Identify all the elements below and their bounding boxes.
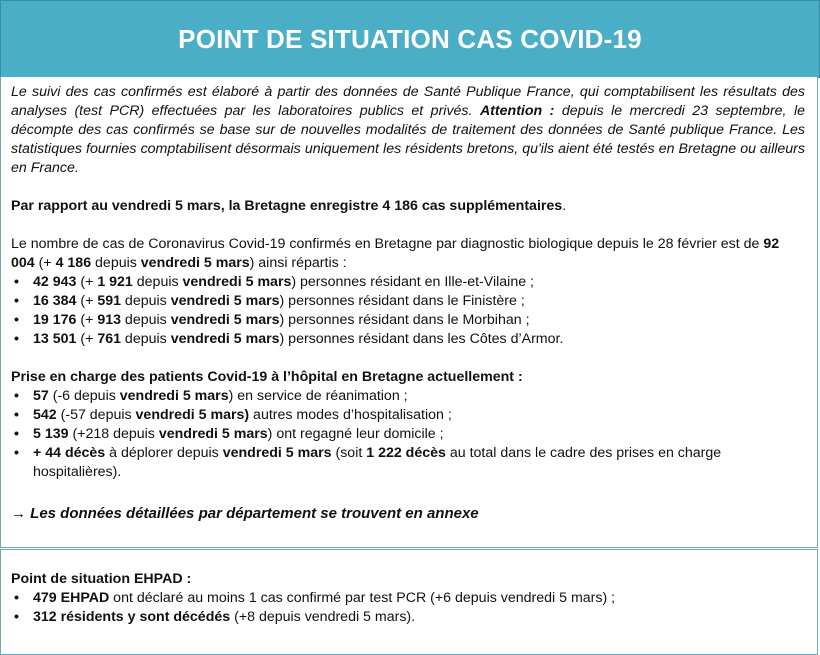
item-text: autres modes d’hospitalisation ; (249, 407, 452, 423)
item-value: 312 résidents y sont décédés (33, 609, 231, 625)
item-text: ) personnes résidant dans le Finistère ; (279, 293, 525, 309)
list-item (11, 273, 805, 292)
item-text: ) personnes résidant en Ille-et-Vilaine ; (291, 274, 534, 290)
cases-paragraph (11, 235, 805, 273)
intro-paragraph (11, 83, 805, 178)
item-since: vendredi 5 mars (170, 312, 280, 328)
item-text: ont déclaré au moins 1 cas confirmé par test PCR (+6 depuis vendredi 5 mars) ; (109, 590, 616, 606)
item-count: 13 501 (33, 331, 77, 347)
deaths-a: à déplorer depuis (105, 445, 223, 461)
item-a: (+ (76, 331, 98, 347)
item-value: 5 139 (33, 426, 69, 442)
list-item (11, 608, 805, 627)
list-item (11, 425, 805, 444)
item-a: (+218 depuis (68, 426, 159, 442)
ehpad-title-text: Point de situation EHPAD : (11, 571, 192, 587)
item-b: depuis (120, 312, 171, 328)
item-count: 42 943 (33, 274, 77, 290)
list-item (11, 292, 805, 311)
annex-note: → Les données détaillées par département se trouvent en annexe (11, 505, 479, 522)
item-text: ) ont regagné leur domicile ; (267, 426, 444, 442)
deaths-b: (soit (331, 445, 367, 461)
ehpad-content (11, 570, 805, 627)
summary-text: Par rapport au vendredi 5 mars, la Bretagne enregistre 4 186 cas supplémentaires (11, 198, 563, 214)
summary-paragraph (11, 197, 805, 216)
item-since: vendredi 5 mars) (135, 407, 250, 423)
intro-text-2: depuis le mercredi 23 septembre, le décompte des cas confirmés se base sur de nouvelles modalités de traitement des données de Santé publique France. Les statistiques fournies comptabilisent désormais uniquement les résidents bretons, qu'ils aient été testés en Bretagne ou ailleurs en France. (11, 103, 806, 176)
item-b: depuis (120, 331, 171, 347)
item-a: (+ (76, 293, 98, 309)
item-since: vendredi 5 mars (119, 388, 229, 404)
item-text: (+8 depuis vendredi 5 mars). (230, 609, 416, 625)
deaths-c: au total dans le cadre des prises en charge hospitalières). (33, 445, 722, 480)
item-count: 19 176 (33, 312, 77, 328)
page-title: POINT DE SITUATION CAS COVID-19 (178, 23, 642, 54)
item-delta: 1 921 (97, 274, 133, 290)
item-since: vendredi 5 mars (182, 274, 292, 290)
cases-mid2: depuis (91, 255, 141, 271)
item-a: (+ (76, 312, 98, 328)
deaths-since: vendredi 5 mars (222, 445, 332, 461)
cases-post: ) ainsi répartis : (249, 255, 347, 271)
list-item (11, 387, 805, 406)
item-since: vendredi 5 mars (170, 293, 280, 309)
list-item-deaths (11, 444, 805, 482)
cases-list (11, 273, 805, 349)
list-item (11, 311, 805, 330)
intro-attention: Attention : (479, 103, 555, 119)
cases-delta: 4 186 (55, 255, 92, 271)
item-since: vendredi 5 mars (158, 426, 268, 442)
item-value: 542 (33, 407, 57, 423)
header-banner (0, 0, 820, 78)
item-text: ) personnes résidant dans les Côtes d’Armor. (279, 331, 564, 347)
item-a: (-57 depuis (56, 407, 136, 423)
ehpad-title (11, 570, 805, 589)
intro-text-1: Le suivi des cas confirmés est élaboré à partir des données de Santé Publique France, qui comptabilisent les résultats des analyses (test PCR) effectuées par les laboratoires publics et privés. (11, 84, 805, 119)
item-a: (-6 depuis (48, 388, 120, 404)
hospital-list (11, 387, 805, 482)
item-b: depuis (120, 293, 171, 309)
item-delta: 913 (97, 312, 121, 328)
item-value: 57 (33, 388, 49, 404)
main-section (0, 77, 818, 548)
cases-pre: Le nombre de cas de Coronavirus Covid-19 confirmés en Bretagne par diagnostic biologique depuis le 28 février est de (11, 236, 764, 252)
item-since: vendredi 5 mars (170, 331, 280, 347)
item-b: depuis (132, 274, 183, 290)
item-text: ) personnes résidant dans le Morbihan ; (279, 312, 530, 328)
cases-total: 92 004 (11, 236, 780, 271)
item-value: 479 EHPAD (33, 590, 110, 606)
list-item (11, 406, 805, 425)
main-content (11, 83, 805, 523)
ehpad-list (11, 589, 805, 627)
item-count: 16 384 (33, 293, 77, 309)
deaths-value: + 44 décès (33, 445, 106, 461)
ehpad-section (0, 549, 818, 655)
list-item (11, 589, 805, 608)
summary-end: . (562, 198, 567, 214)
list-item (11, 330, 805, 349)
item-delta: 591 (97, 293, 121, 309)
deaths-total: 1 222 décès (366, 445, 446, 461)
item-text: ) en service de réanimation ; (228, 388, 408, 404)
item-a: (+ (76, 274, 98, 290)
cases-since: vendredi 5 mars (140, 255, 250, 271)
item-delta: 761 (97, 331, 121, 347)
cases-mid1: (+ (34, 255, 56, 271)
hospital-title (11, 368, 805, 387)
hospital-title-text: Prise en charge des patients Covid-19 à l’hôpital en Bretagne actuellement : (11, 369, 523, 385)
